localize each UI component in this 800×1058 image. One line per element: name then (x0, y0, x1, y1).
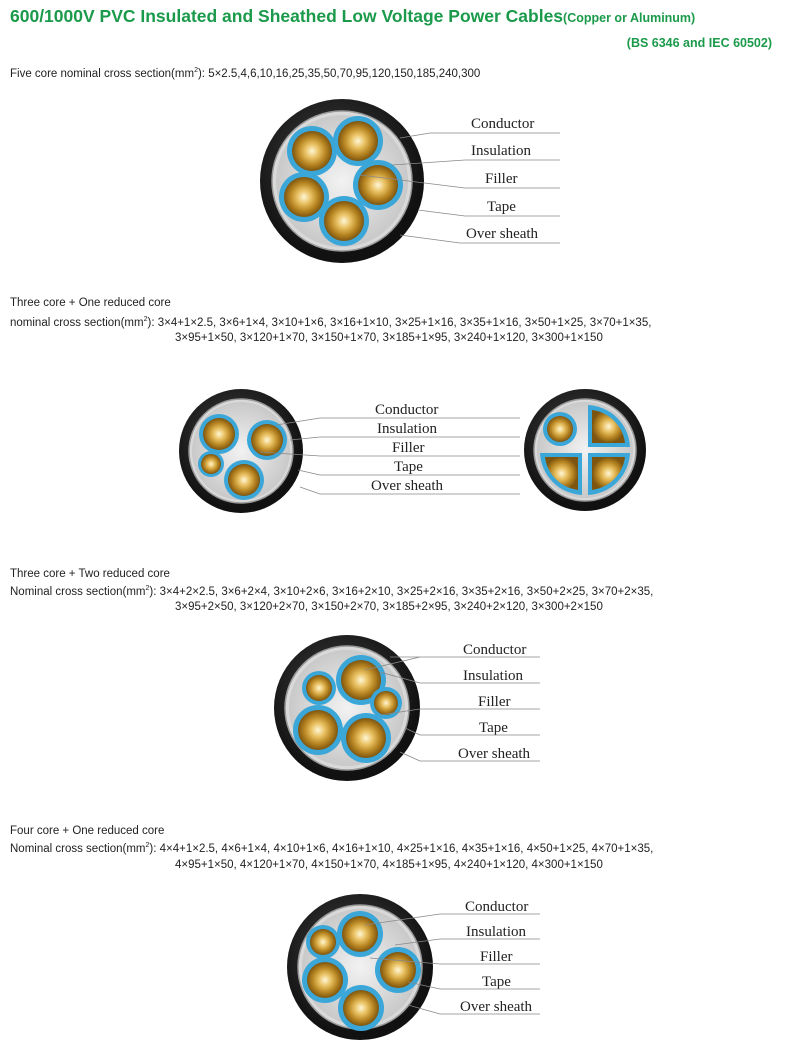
section2-line1: nominal cross $section(mm^2)$: 3×4+1×2.5, 3×6+1×4, 3×10+1×6, 3×16+1×10, 3×25+1×16, 3×35+1×16, 3×50+1×25, 3×70+1×35, (10, 316, 652, 329)
section1-heading: Five core nominal cross $section(mm^2)$: 5×2.5,4,6,10,16,25,35,50,70,95,120,150,185,240,300 (10, 67, 481, 80)
label-over-sheath: Over sheath (466, 226, 539, 242)
section3-line2: 3×95+2×50, 3×120+2×70, 3×150+2×70, 3×185+2×95, 3×240+2×120, 3×300+2×150 (175, 601, 603, 613)
label-conductor: Conductor (375, 402, 439, 418)
label-filler: Filler (392, 440, 425, 456)
label-filler: Filler (480, 949, 513, 965)
title-suffix: (Copper or Aluminum) (563, 11, 696, 25)
label-filler: Filler (485, 171, 518, 187)
section4-line2: 4×95+1×50, 4×120+1×70, 4×150+1×70, 4×185+1×95, 4×240+1×120, 4×300+1×150 (175, 859, 603, 871)
standards-note: (BS 6346 and IEC 60502) (626, 36, 772, 50)
label-insulation: Insulation (463, 668, 523, 684)
label-over-sheath: Over sheath (460, 999, 533, 1015)
label-tape: Tape (482, 974, 511, 990)
section2-heading: Three core + One reduced core (10, 297, 171, 309)
label-over-sheath: Over sheath (371, 478, 444, 494)
label-filler: Filler (478, 694, 511, 710)
section3-heading: Three core + Two reduced core (10, 568, 170, 580)
section2-line2: 3×95+1×50, 3×120+1×70, 3×150+1×70, 3×185+1×95, 3×240+1×120, 3×300+1×150 (175, 332, 603, 344)
section3-line1: Nominal cross $section(mm^2)$: 3×4+2×2.5, 3×6+2×4, 3×10+2×6, 3×16+2×10, 3×25+2×16, 3×35+2×16, 3×50+2×25, 3×70+2×35, (10, 585, 654, 598)
section4-line1: Nominal cross $section(mm^2)$: 4×4+1×2.5, 4×6+1×4, 4×10+1×6, 4×16+1×10, 4×25+1×16, 4×35+1×16, 4×50+1×25, 4×70+1×35, (10, 842, 654, 855)
label-conductor: Conductor (465, 899, 529, 915)
label-over-sheath: Over sheath (458, 746, 531, 762)
page-title: 600/1000V PVC Insulated and Sheathed Low Voltage Power Cables(Copper or Aluminum) (10, 6, 696, 26)
label-conductor: Conductor (471, 116, 535, 132)
label-tape: Tape (487, 199, 516, 215)
label-insulation: Insulation (466, 924, 526, 940)
label-tape: Tape (479, 720, 508, 736)
section4-heading: Four core + One reduced core (10, 825, 165, 837)
label-tape: Tape (394, 459, 423, 475)
label-insulation: Insulation (471, 143, 531, 159)
label-conductor: Conductor (463, 642, 527, 658)
label-insulation: Insulation (377, 421, 437, 437)
